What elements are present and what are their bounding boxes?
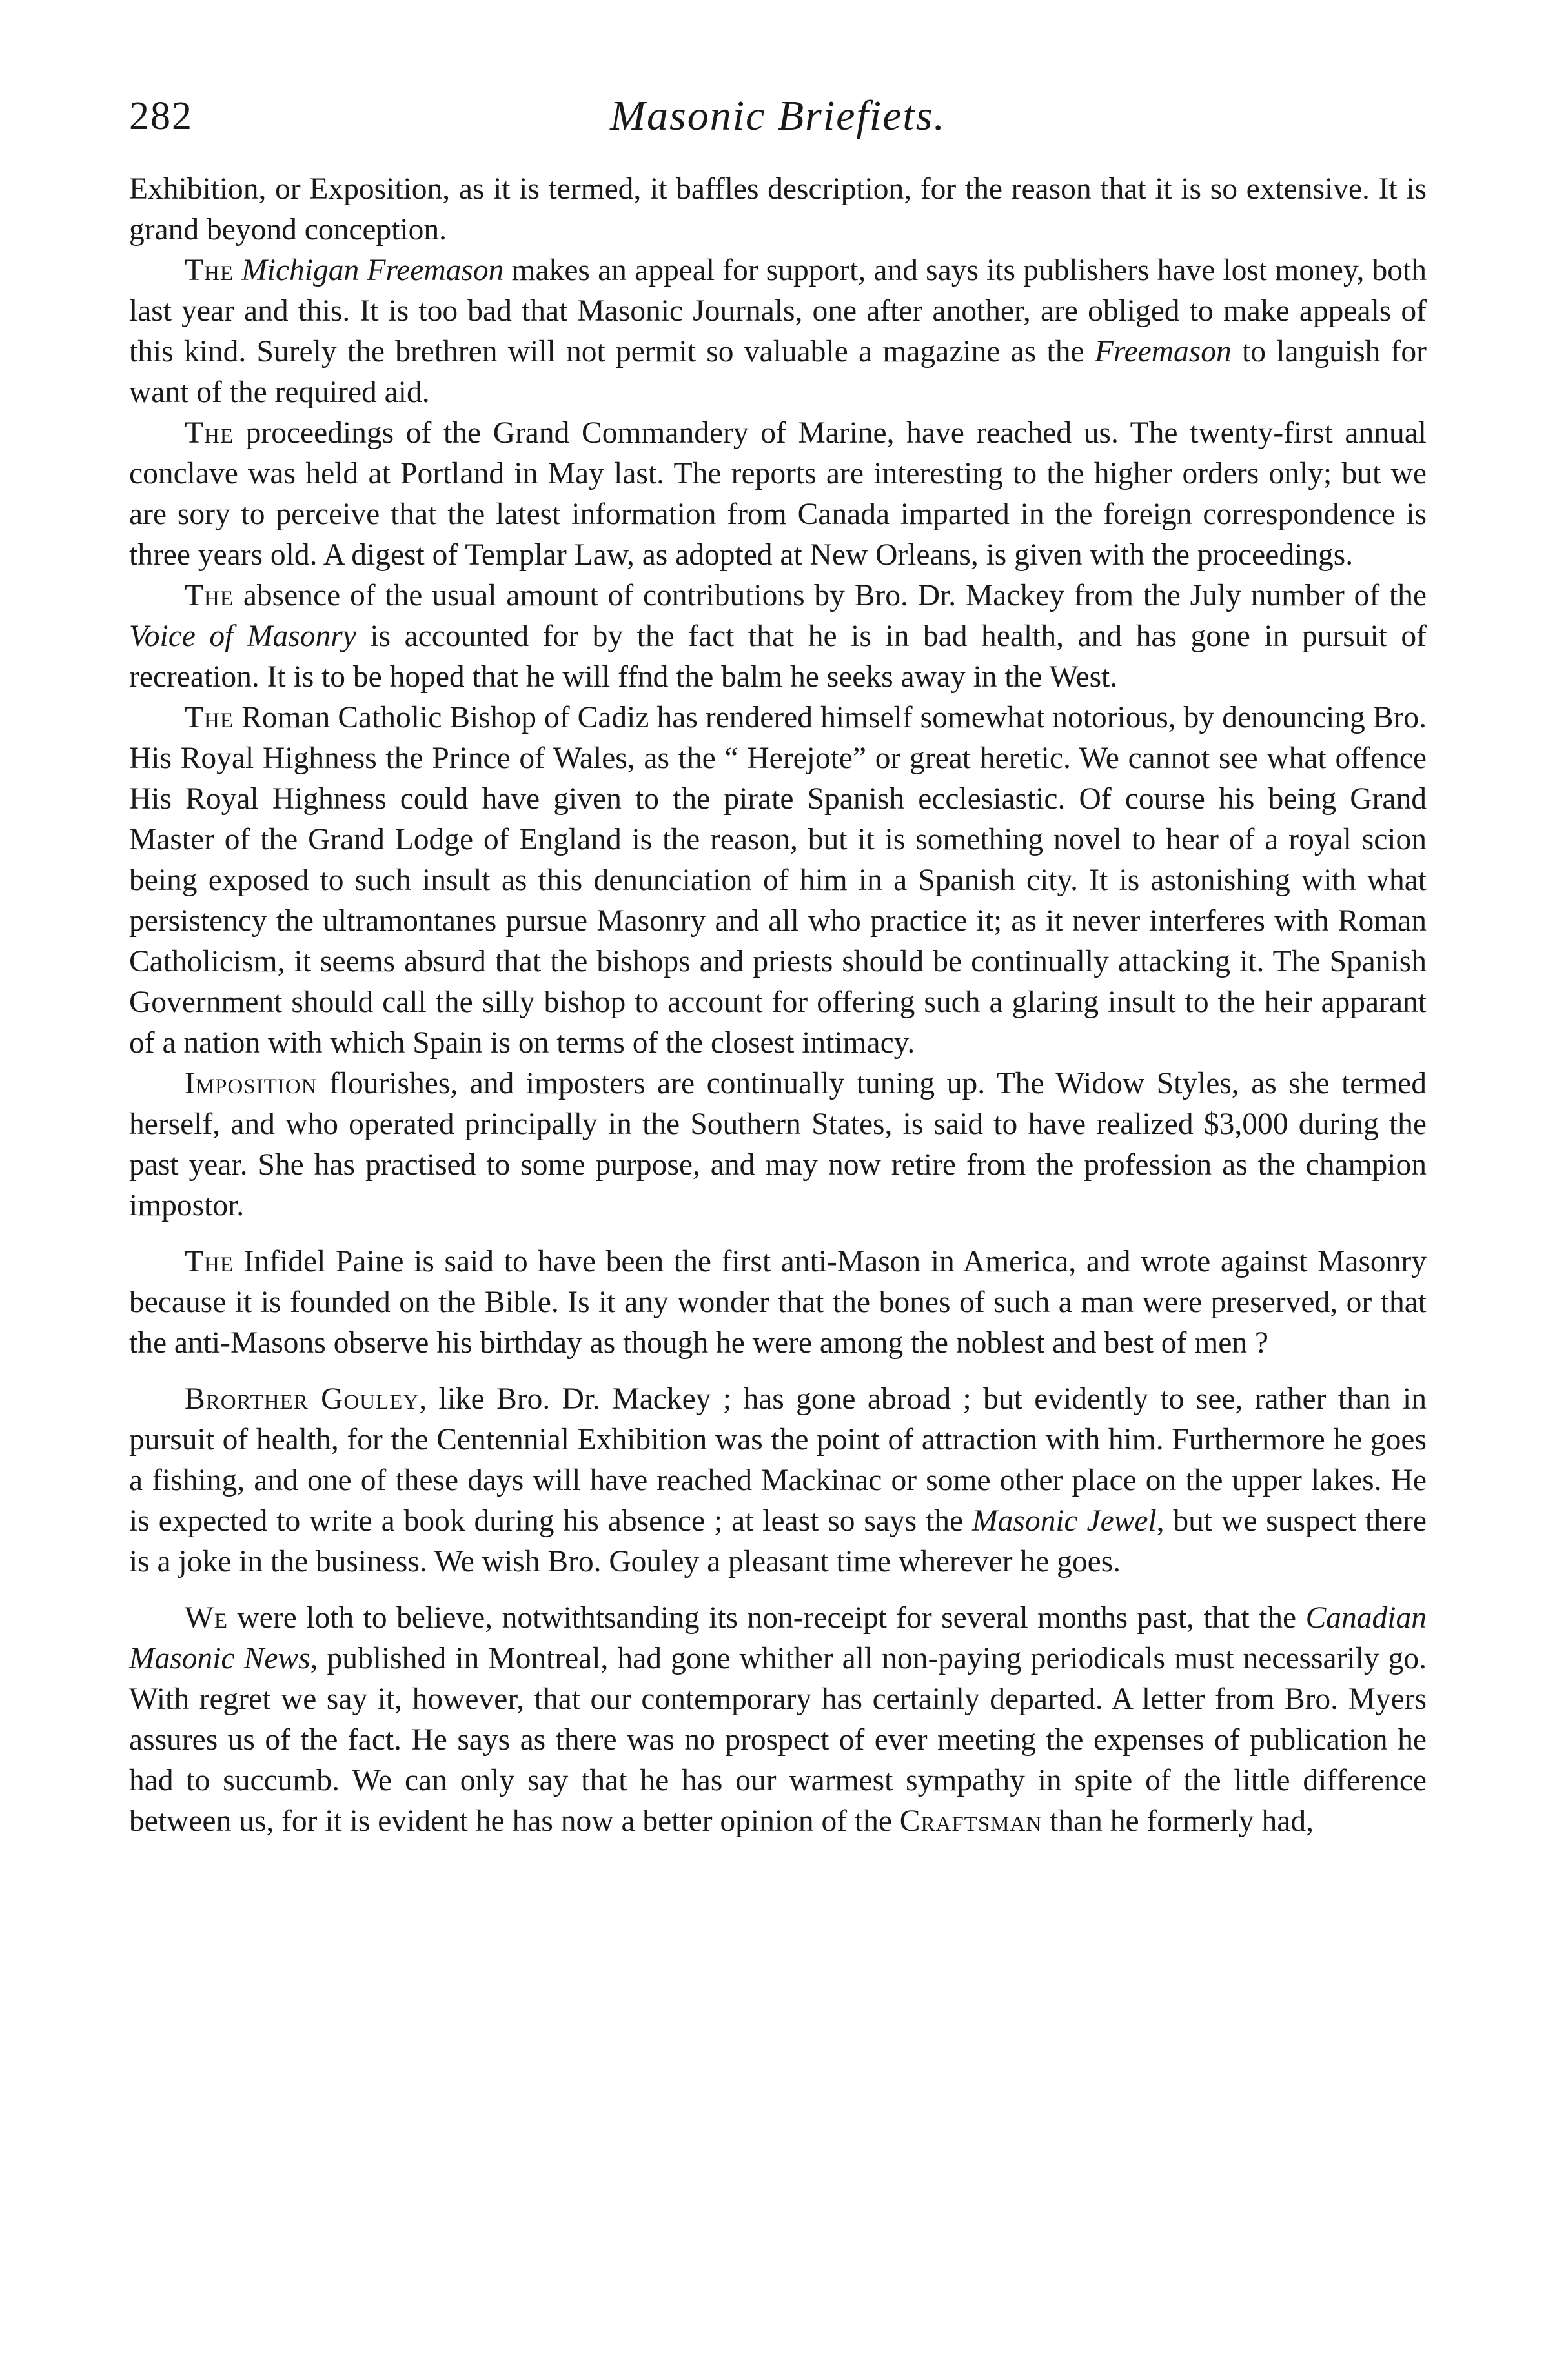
paragraph-lead: We <box>185 1601 228 1635</box>
paragraph-lead: The <box>185 701 234 734</box>
italic-title: Canadian Masonic News <box>129 1601 1427 1675</box>
paragraph-text <box>234 254 241 287</box>
paragraph-text: , like Bro. Dr. Mackey ; has gone abroad ; but evidently to see, rather than in pursuit of health, for the Centennial Exhibition was the point of attraction with him. Furthermore he goes a fishing, and one of these days will have reached Mackinac or some other place on the upper lakes. He is expected to write a book during his absence ; at least so says the <box>129 1382 1427 1538</box>
paragraph-p7 <box>129 1379 1427 1582</box>
paragraph-p8 <box>129 1598 1427 1842</box>
paragraph-p0 <box>129 169 1427 250</box>
paragraph-text: Roman Catholic Bishop of Cadiz has rendered himself somewhat notorious, by denouncing Bro. His Royal Highness the Prince of Wales, as the “ Herejote” or great heretic. We cannot see what offence His Royal Highness could have given to the pirate Spanish ecclesiastic. Of course his being Grand Master of the Grand Lodge of England is the reason, but it is something novel to hear of a royal scion being exposed to such insult as this denunciation of him in a Spanish city. It is astonishing with what persistency the ultramontanes pursue Masonry and all who practice it; as it never interferes with Roman Catholicism, it seems absurd that the bishops and priests should be continually attacking it. The Spanish Government should call the silly bishop to account for offering such a glaring insult to the heir apparant of a nation with which Spain is on terms of the closest intimacy. <box>129 701 1427 1060</box>
paragraph-p5 <box>129 1064 1427 1226</box>
paragraph-lead: Imposition <box>185 1067 318 1100</box>
italic-title: Voice of Masonry <box>129 620 356 653</box>
paragraph-lead: The <box>185 579 234 612</box>
paragraph-text: than he formerly had, <box>1042 1804 1314 1838</box>
paragraph-text: makes an appeal for support, and says its publishers have lost money, both last year and this. It is too bad that Masonic Journals, one after another, are obliged to make appeals of this kind. Surely the brethren will not permit so valuable a magazine as the <box>129 254 1427 368</box>
paragraph-lead: The <box>185 254 234 287</box>
paragraph-lead: Brorther Gouley <box>185 1382 420 1416</box>
page-number: 282 <box>129 94 193 138</box>
italic-title: Masonic Jewel <box>972 1504 1157 1538</box>
running-title: Masonic Briefiets. <box>610 92 946 139</box>
italic-title: Freemason <box>1094 335 1232 368</box>
paragraph-text: is accounted for by the fact that he is in bad health, and has gone in pursuit of recreation. It is to be hoped that he will ffnd the balm he seeks away in the West. <box>129 620 1427 694</box>
article-body <box>129 169 1427 1842</box>
paragraph-lead: The <box>185 416 234 450</box>
page-header <box>129 84 1427 155</box>
paragraph-text: to languish for want of the required aid. <box>129 335 1427 409</box>
paragraph-text: Exhibition, or Exposition, as it is termed, it baffles description, for the reason that it is so extensive. It is grand beyond conception. <box>129 172 1427 247</box>
small-caps-text: Craftsman <box>899 1804 1043 1838</box>
italic-title: Michigan Freemason <box>241 254 504 287</box>
paragraph-p6 <box>129 1242 1427 1364</box>
paragraph-p2 <box>129 413 1427 576</box>
paragraph-lead: The <box>185 1245 234 1278</box>
paragraph-text: , published in Montreal, had gone whither all non-paying periodicals must necessarily go. With regret we say it, however, that our contemporary has certainly departed. A letter from Bro. Myers assures us of the fact. He says as there was no prospect of ever meeting the expenses of publication he had to succumb. We can only say that he has our warmest sympathy in spite of the little difference between us, for it is evident he has now a better opinion of the <box>129 1642 1427 1838</box>
paragraph-p3 <box>129 576 1427 698</box>
paragraph-p4 <box>129 698 1427 1064</box>
paragraph-text: , but we suspect there is a joke in the business. We wish Bro. Gouley a pleasant time wherever he goes. <box>129 1504 1427 1578</box>
paragraph-text: flourishes, and imposters are continually tuning up. The Widow Styles, as she termed herself, and who operated principally in the Southern States, is said to have realized $3,000 during the past year. She has practised to some purpose, and may now retire from the profession as the champion impostor. <box>129 1067 1427 1222</box>
paragraph-text: were loth to believe, notwithtsanding its non-receipt for several months past, that the <box>228 1601 1306 1635</box>
paragraph-text: Infidel Paine is said to have been the first anti-Mason in America, and wrote against Masonry because it is founded on the Bible. Is it any wonder that the bones of such a man were preserved, or that the anti-Masons observe his birthday as though he were among the noblest and best of men ? <box>129 1245 1427 1360</box>
paragraph-text: absence of the usual amount of contributions by Bro. Dr. Mackey from the July number of the <box>234 579 1427 612</box>
paragraph-p1 <box>129 250 1427 413</box>
paragraph-text: proceedings of the Grand Commandery of Marine, have reached us. The twenty-first annual conclave was held at Portland in May last. The reports are interesting to the higher orders only; but we are sory to perceive that the latest information from Canada imparted in the foreign correspondence is three years old. A digest of Templar Law, as adopted at New Orleans, is given with the proceedings. <box>129 416 1427 572</box>
